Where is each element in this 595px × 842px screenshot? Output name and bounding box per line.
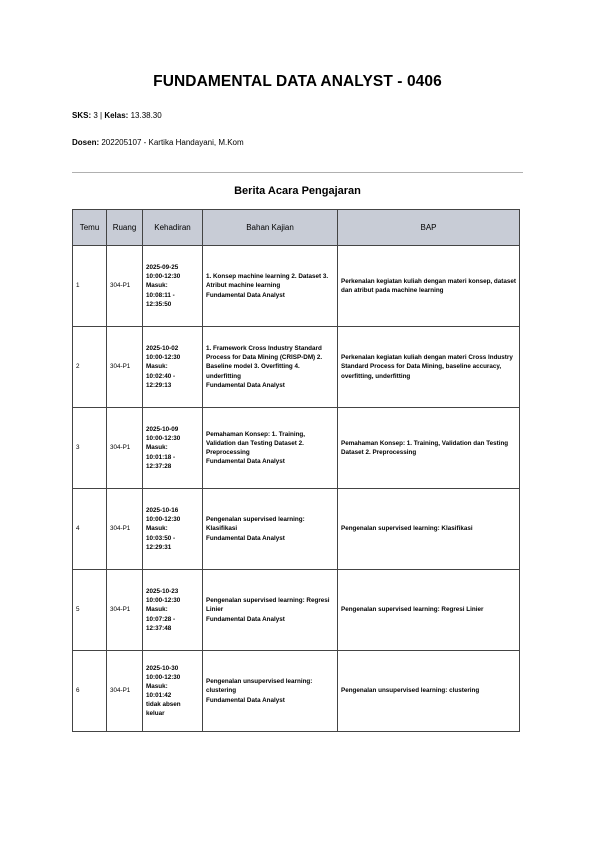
- kehadiran-line: 2025-10-09: [146, 426, 179, 434]
- kehadiran-line: Masuk:: [146, 363, 168, 371]
- kehadiran-line: tidak absen: [146, 701, 181, 709]
- kehadiran-line: 12:29:31: [146, 543, 172, 551]
- divider: [72, 172, 523, 173]
- kehadiran-line: Masuk:: [146, 444, 168, 452]
- kehadiran-line: 12:35:50: [146, 300, 172, 308]
- sks-value: 3 |: [91, 111, 105, 120]
- cell-bap: Perkenalan kegiatan kuliah dengan materi konsep, dataset dan atribut pada machine learning: [338, 246, 520, 327]
- cell-bahan-kajian: [203, 327, 338, 408]
- kehadiran-line: 2025-10-23: [146, 588, 179, 596]
- kelas-value: 13.38.30: [128, 111, 162, 120]
- cell-bahan-kajian: [203, 489, 338, 570]
- kehadiran-line: 10:00-12:30: [146, 597, 181, 605]
- cell-ruang: 304-P1: [107, 570, 143, 651]
- table-body: [73, 246, 520, 732]
- cell-bap: Pengenalan supervised learning: Klasifikasi: [338, 489, 520, 570]
- kehadiran-line: 10:08:11 -: [146, 291, 175, 299]
- kehadiran-line: 10:01:42: [146, 692, 172, 699]
- kehadiran-line: 2025-10-16: [146, 507, 179, 515]
- cell-kehadiran: [143, 651, 203, 732]
- bahan-line: Pengenalan supervised learning: Klasifikasi: [206, 516, 305, 533]
- cell-ruang: 304-P1: [107, 408, 143, 489]
- bahan-line: 1. Konsep machine learning 2. Dataset 3. Atribut machine learning: [206, 273, 329, 290]
- bahan-line: Fundamental Data Analyst: [206, 381, 285, 389]
- cell-temu: 4: [73, 489, 107, 570]
- bahan-line: Fundamental Data Analyst: [206, 458, 285, 466]
- cell-temu: 3: [73, 408, 107, 489]
- col-header-bahan-kajian: Bahan Kajian: [203, 210, 338, 246]
- cell-bahan-kajian: [203, 651, 338, 732]
- kehadiran-line: 10:00-12:30: [146, 516, 181, 524]
- cell-bap: Pengenalan supervised learning: Regresi Linier: [338, 570, 520, 651]
- table-row: [73, 408, 520, 489]
- cell-bap: Pemahaman Konsep: 1. Training, Validation dan Testing Dataset 2. Preprocessing: [338, 408, 520, 489]
- cell-bahan-kajian: [203, 408, 338, 489]
- kehadiran-line: 10:00-12:30: [146, 273, 181, 281]
- dosen-value: 202205107 - Kartika Handayani, M.Kom: [99, 138, 244, 147]
- kehadiran-line: 10:03:50 -: [146, 534, 176, 542]
- kehadiran-line: Masuk:: [146, 282, 168, 290]
- kelas-label: Kelas:: [104, 111, 129, 120]
- bahan-line: Fundamental Data Analyst: [206, 534, 285, 542]
- table-row: [73, 651, 520, 732]
- cell-temu: 2: [73, 327, 107, 408]
- kehadiran-line: 10:00-12:30: [146, 435, 181, 443]
- col-header-bap: BAP: [338, 210, 520, 246]
- kehadiran-line: 12:37:48: [146, 624, 172, 632]
- table-row: [73, 246, 520, 327]
- cell-bahan-kajian: [203, 246, 338, 327]
- col-header-ruang: Ruang: [107, 210, 143, 246]
- cell-ruang: 304-P1: [107, 246, 143, 327]
- cell-kehadiran: [143, 489, 203, 570]
- cell-ruang: 304-P1: [107, 327, 143, 408]
- dosen-label: Dosen:: [72, 138, 100, 147]
- cell-kehadiran: [143, 408, 203, 489]
- course-meta-dosen: [72, 138, 244, 147]
- sks-label: SKS:: [72, 111, 92, 120]
- kehadiran-line: keluar: [146, 710, 165, 718]
- bahan-line: 1. Framework Cross Industry Standard Process for Data Mining (CRISP-DM) 2. Baseline model 3. Overfitting 4. underfitting: [206, 345, 323, 380]
- col-header-temu: Temu: [73, 210, 107, 246]
- kehadiran-line: 10:00-12:30: [146, 673, 181, 681]
- table-row: [73, 570, 520, 651]
- bahan-line: Pengenalan supervised learning: Regresi Linier: [206, 597, 330, 614]
- section-title: Berita Acara Pengajaran: [234, 185, 361, 197]
- kehadiran-line: Masuk:: [146, 525, 168, 533]
- kehadiran-line: Masuk:: [146, 606, 168, 614]
- bahan-line: Pemahaman Konsep: 1. Training, Validation dan Testing Dataset 2. Preprocessing: [206, 430, 306, 456]
- cell-bap: Pengenalan unsupervised learning: clustering: [338, 651, 520, 732]
- cell-ruang: 304-P1: [107, 651, 143, 732]
- course-title: FUNDAMENTAL DATA ANALYST - 0406: [153, 73, 442, 90]
- course-meta-sks-kelas: [72, 111, 162, 120]
- cell-ruang: 304-P1: [107, 489, 143, 570]
- table-row: [73, 327, 520, 408]
- cell-kehadiran: [143, 327, 203, 408]
- kehadiran-line: 10:01:18 -: [146, 453, 176, 461]
- cell-temu: 5: [73, 570, 107, 651]
- berita-acara-table: [72, 209, 520, 732]
- bahan-line: Fundamental Data Analyst: [206, 696, 285, 704]
- kehadiran-line: 10:00-12:30: [146, 354, 181, 362]
- bahan-line: Fundamental Data Analyst: [206, 615, 285, 623]
- kehadiran-line: 2025-10-02: [146, 345, 179, 353]
- kehadiran-line: 10:02:40 -: [146, 372, 176, 380]
- bahan-line: Fundamental Data Analyst: [206, 291, 285, 299]
- table-row: [73, 489, 520, 570]
- cell-temu: 6: [73, 651, 107, 732]
- kehadiran-line: 2025-09-25: [146, 264, 179, 272]
- kehadiran-line: 12:29:13: [146, 381, 172, 389]
- cell-kehadiran: [143, 570, 203, 651]
- kehadiran-line: 2025-10-30: [146, 664, 179, 672]
- col-header-kehadiran: Kehadiran: [143, 210, 203, 246]
- cell-kehadiran: [143, 246, 203, 327]
- kehadiran-line: 12:37:28: [146, 462, 172, 470]
- kehadiran-line: Masuk:: [146, 682, 168, 690]
- cell-temu: 1: [73, 246, 107, 327]
- bahan-line: Pengenalan unsupervised learning: clustering: [206, 678, 313, 695]
- table-header-row: [73, 210, 520, 246]
- cell-bap: Perkenalan kegiatan kuliah dengan materi Cross Industry Standard Process for Data Mining, baseline accuracy, overfitting, underfitting: [338, 327, 520, 408]
- kehadiran-line: 10:07:28 -: [146, 615, 176, 623]
- cell-bahan-kajian: [203, 570, 338, 651]
